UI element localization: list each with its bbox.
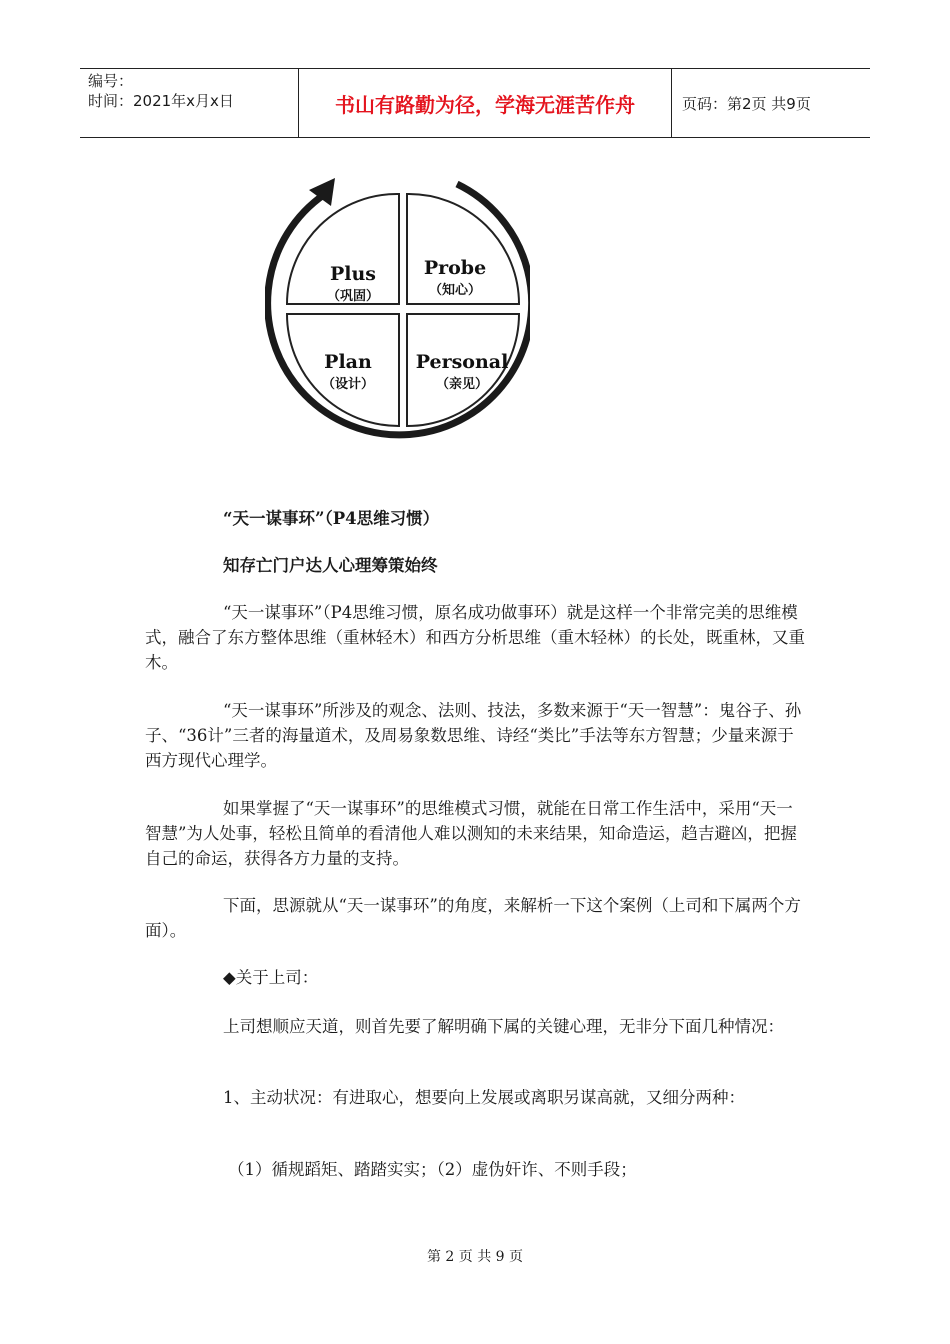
paragraph-7: 1、主动状况：有进取心，想要向上发展或离职另谋高就，又细分两种： bbox=[223, 1088, 745, 1107]
p4-cycle-diagram bbox=[265, 176, 530, 458]
quadrant-personal-title: Personal bbox=[415, 351, 509, 373]
paragraph-4: 下面，思源就从“天一谋事环”的角度，来解析一下这个案例（上司和下属两个方面）。 bbox=[145, 896, 801, 940]
page-header bbox=[80, 68, 870, 138]
date-label: 时间：2021年x月x日 bbox=[88, 92, 234, 110]
paragraph-2: “天一谋事环”所涉及的观念、法则、技法，多数来源于“天一智慧”：鬼谷子、孙子、“36计”三者的海量道术，及周易象数思维、诗经“类比”手法等东方智慧；少量来源于西方现代心理学。 bbox=[145, 701, 802, 770]
heading-1: “天一谋事环”（P4思维习惯） bbox=[223, 509, 440, 528]
paragraph-1: “天一谋事环”（P4思维习惯，原名成功做事环）就是这样一个非常完美的思维模式，融合了东方整体思维（重林轻木）和西方分析思维（重木轻林）的长处，既重林，又重木。 bbox=[145, 603, 805, 672]
header-left-cell bbox=[80, 69, 299, 137]
paragraph-6: 上司想顺应天道，则首先要了解明确下属的关键心理，无非分下面几种情况： bbox=[223, 1017, 784, 1036]
quadrant-probe-title: Probe bbox=[423, 257, 487, 279]
page-footer: 第 2 页 共 9 页 bbox=[426, 1249, 524, 1265]
quadrant-plus-sub: （巩固） bbox=[326, 289, 380, 304]
quadrant-plus-title: Plus bbox=[329, 263, 377, 285]
quadrant-plan-title: Plan bbox=[324, 351, 372, 373]
quadrant-plan-sub: （设计） bbox=[321, 377, 375, 392]
page-info: 页码：第2页 共9页 bbox=[682, 94, 811, 113]
heading-2: 知存亡门户达人心理筹策始终 bbox=[223, 556, 438, 575]
quadrant-probe-sub: （知心） bbox=[428, 283, 482, 298]
paragraph-8: （1）循规蹈矩、踏踏实实；（2）虚伪奸诈、不则手段； bbox=[228, 1160, 637, 1179]
motto: 书山有路勤为径，学海无涯苦作舟 bbox=[299, 69, 672, 137]
number-label: 编号： bbox=[88, 72, 134, 90]
paragraph-5: ◆关于上司： bbox=[223, 968, 319, 987]
quadrant-personal-sub: （亲见） bbox=[435, 377, 489, 392]
paragraph-3: 如果掌握了“天一谋事环”的思维模式习惯，就能在日常工作生活中，采用“天一智慧”为人处事，轻松且简单的看清他人难以测知的未来结果，知命造运，趋吉避凶，把握自己的命运，获得各方力量的支持。 bbox=[145, 799, 797, 868]
